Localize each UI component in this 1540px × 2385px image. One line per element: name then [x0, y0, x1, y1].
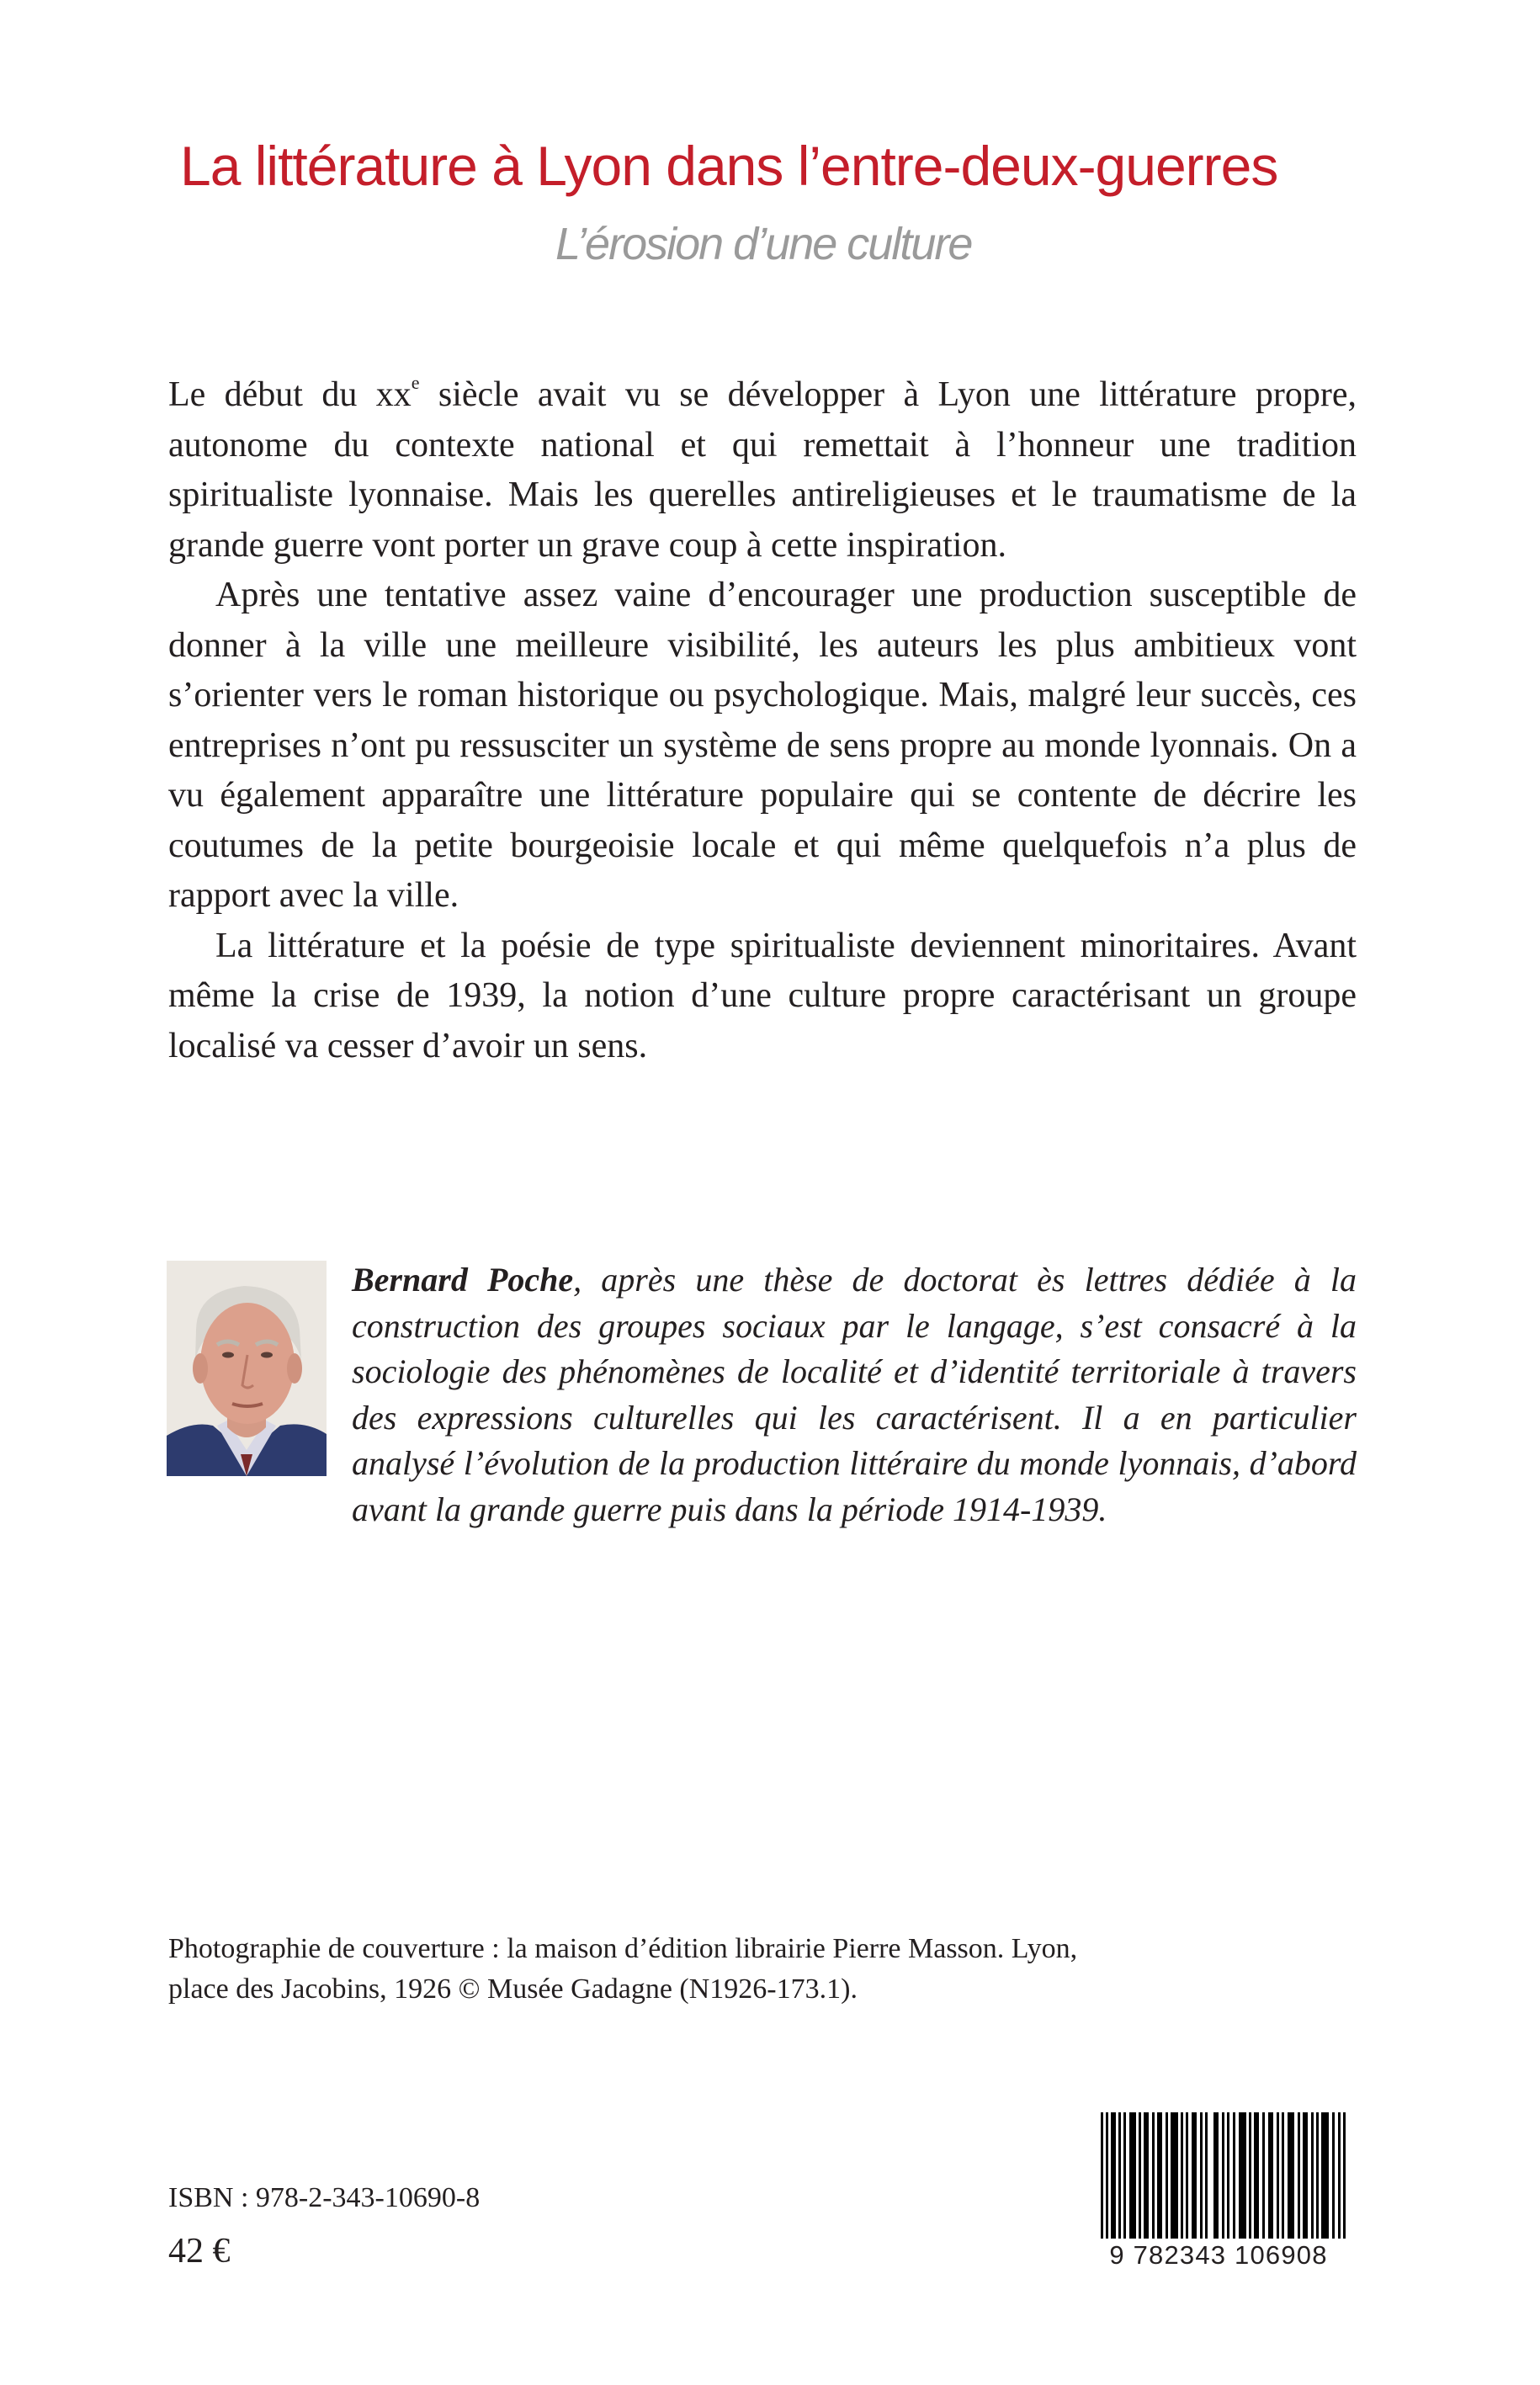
photo-credit-line-2: place des Jacobins, 1926 © Musée Gadagne (N1926-173.1). [168, 1973, 858, 2005]
summary-paragraph-1: Le début du $xx^e$ siècle avait vu se développer à Lyon une littérature propre, autonome du contexte national et qui remettait à l’honneur une tradition spiritualiste lyonnaise. Mais les querelles antireligieuses et le traumatisme de la grande guerre vont porter un grave coup à cette inspiration. [168, 372, 1357, 565]
price: 42 € [168, 2232, 231, 2271]
century-superscript: e [411, 372, 420, 393]
summary-paragraph-3: La littérature et la poésie de type spiritualiste deviennent minoritaires. Avant même la crise de 1939, la notion d’une culture propre caractérisant un groupe localisé va cesser d’avoir un sens. [168, 926, 1357, 1065]
photo-credit [168, 1929, 1094, 2010]
author-bio [352, 1257, 1357, 1532]
author-name: Bernard Poche [352, 1261, 574, 1299]
photo-credit-line-1: Photographie de couverture : la maison d’édition librairie Pierre Masson. Lyon, [168, 1933, 1078, 1964]
author-photo [167, 1261, 327, 1476]
book-subtitle: L’érosion d’une culture [555, 219, 972, 269]
barcode-number: 9 782343 106908 [1075, 2239, 1362, 2272]
summary-paragraph-2: Après une tentative assez vaine d’encourager une production susceptible de donner à la ville une meilleure visibilité, les auteurs les plus ambitieux vont s’orienter vers le roman historique ou psychologique. Mais, malgré leur succès, ces entreprises n’ont pu ressusciter un système de sens propre au monde lyonnais. On a vu également apparaître une littérature populaire qui se contente de décrire les coutumes de la petite bourgeoisie locale et qui même quelquefois n’a plus de rapport avec la ville. [168, 576, 1357, 915]
author-bio-text: , après une thèse de doctorat ès lettres dédiée à la construction des groupes sociaux par le langage, s’est consacré à la sociologie des phénomènes de localité et d’identité territoriale à travers des expressions culturelles qui les caractérisent. Il a en particulier analysé l’évolution de la production littéraire du monde lyonnais, d’abord avant la grande guerre puis dans la période 1914-1939. [352, 1261, 1357, 1528]
summary-text [168, 370, 1357, 1071]
book-title: La littérature à Lyon dans l’entre-deux-guerres [180, 135, 1278, 197]
isbn: ISBN : 978-2-343-10690-8 [168, 2182, 481, 2213]
